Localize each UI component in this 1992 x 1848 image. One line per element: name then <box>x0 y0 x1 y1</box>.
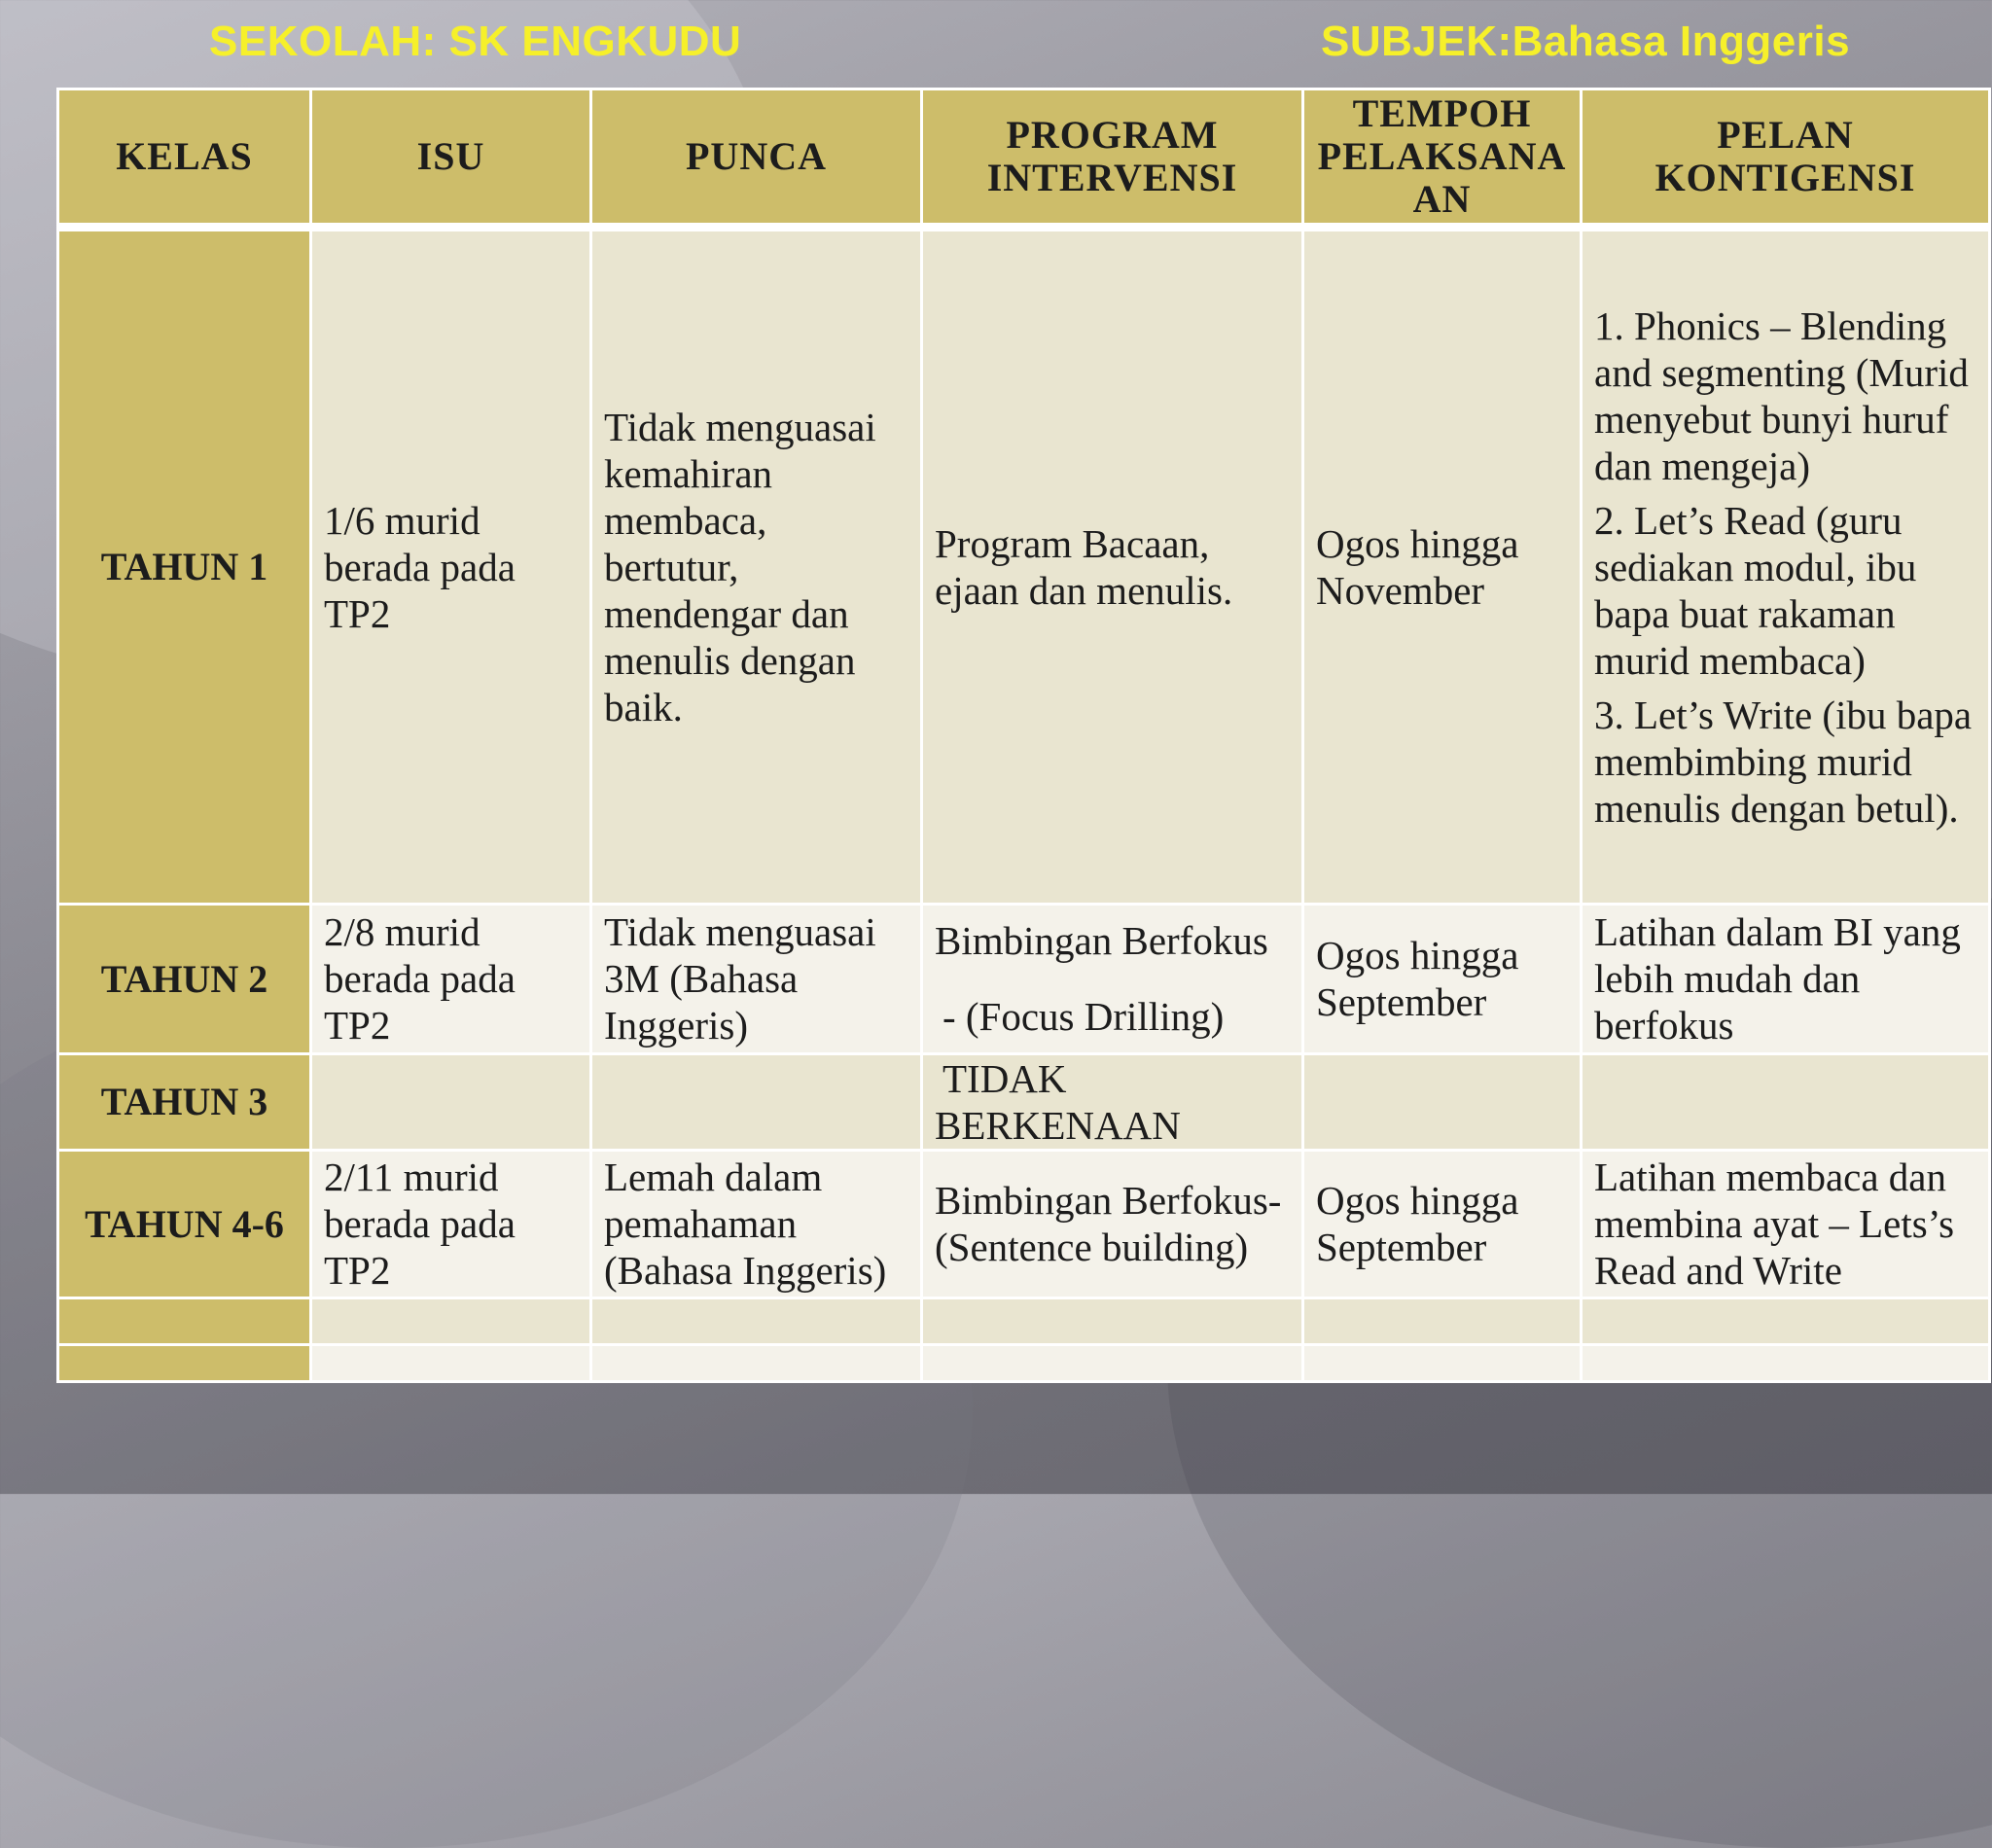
empty-cell <box>922 1344 1303 1381</box>
kelas-cell: TAHUN 2 <box>58 904 311 1053</box>
school-title: SEKOLAH: SK ENGKUDU <box>209 18 742 65</box>
kelas-cell: TAHUN 3 <box>58 1053 311 1150</box>
program-cell: Program Bacaan, ejaan dan menulis. <box>922 229 1303 904</box>
empty-cell <box>922 1297 1303 1344</box>
kelas-cell <box>58 1297 311 1344</box>
column-header-pelan-kontigensi: PELAN KONTIGENSI <box>1582 89 1990 225</box>
column-header-tempoh-pelaksanaan: TEMPOH PELAKSANA AN <box>1303 89 1582 225</box>
pelan-cell: Latihan dalam BI yang lebih mudah dan berfokus <box>1582 904 1990 1053</box>
kelas-cell <box>58 1344 311 1381</box>
tempoh-cell <box>1303 1053 1582 1150</box>
empty-cell <box>311 1344 591 1381</box>
pelan-cell: Latihan membaca dan membina ayat – Lets’s Read and Write <box>1582 1150 1990 1297</box>
tempoh-cell: Ogos hingga November <box>1303 229 1582 904</box>
empty-cell <box>1582 1344 1990 1381</box>
punca-cell: Tidak menguasai kemahiran membaca, bertutur, mendengar dan menulis dengan baik. <box>591 229 922 904</box>
column-header-kelas: KELAS <box>58 89 311 225</box>
table-row <box>58 904 1990 1053</box>
empty-cell <box>591 1297 922 1344</box>
empty-cell <box>311 1297 591 1344</box>
pelan-item: 2. Let’s Read (guru sediakan modul, ibu bapa buat rakaman murid membaca) <box>1594 497 1917 683</box>
isu-cell: 1/6 murid berada pada TP2 <box>311 229 591 904</box>
pelan-cell <box>1582 1053 1990 1150</box>
kelas-cell: TAHUN 4-6 <box>58 1150 311 1297</box>
program-cell: Bimbingan Berfokus- (Sentence building) <box>922 1150 1303 1297</box>
punca-cell <box>591 1053 922 1150</box>
punca-cell: Lemah dalam pemahaman (Bahasa Inggeris) <box>591 1150 922 1297</box>
pelan-cell <box>1582 229 1990 904</box>
column-header-punca: PUNCA <box>591 89 922 225</box>
pelan-item: 1. Phonics – Blending and segmenting (Murid menyebut bunyi huruf dan mengeja) <box>1594 302 1969 488</box>
column-header-program-intervensi: PROGRAM INTERVENSI <box>922 89 1303 225</box>
program-cell <box>922 1053 1303 1150</box>
program-main-text: Bimbingan Berfokus <box>935 918 1268 963</box>
program-sub-text: - (Focus Drilling) <box>943 994 1225 1039</box>
empty-cell <box>591 1344 922 1381</box>
isu-cell: 2/8 murid berada pada TP2 <box>311 904 591 1053</box>
pelan-item: 3. Let’s Write (ibu bapa membimbing murid menulis dengan betul). <box>1594 692 1973 831</box>
table-row <box>58 1053 1990 1150</box>
table-header-row <box>58 89 1990 225</box>
empty-cell <box>1303 1297 1582 1344</box>
punca-cell: Tidak menguasai 3M (Bahasa Inggeris) <box>591 904 922 1053</box>
program-cell <box>922 904 1303 1053</box>
table-row-empty <box>58 1297 1990 1344</box>
tempoh-cell: Ogos hingga September <box>1303 904 1582 1053</box>
subject-title: SUBJEK:Bahasa Inggeris <box>1321 18 1851 65</box>
intervention-table <box>56 88 1991 1383</box>
table-row-empty <box>58 1344 1990 1381</box>
tempoh-cell: Ogos hingga September <box>1303 1150 1582 1297</box>
table-row <box>58 229 1990 904</box>
kelas-cell: TAHUN 1 <box>58 229 311 904</box>
table-row <box>58 1150 1990 1297</box>
program-text: TIDAK BERKENAAN <box>935 1055 1181 1148</box>
isu-cell <box>311 1053 591 1150</box>
column-header-isu: ISU <box>311 89 591 225</box>
empty-cell <box>1303 1344 1582 1381</box>
empty-cell <box>1582 1297 1990 1344</box>
isu-cell: 2/11 murid berada pada TP2 <box>311 1150 591 1297</box>
